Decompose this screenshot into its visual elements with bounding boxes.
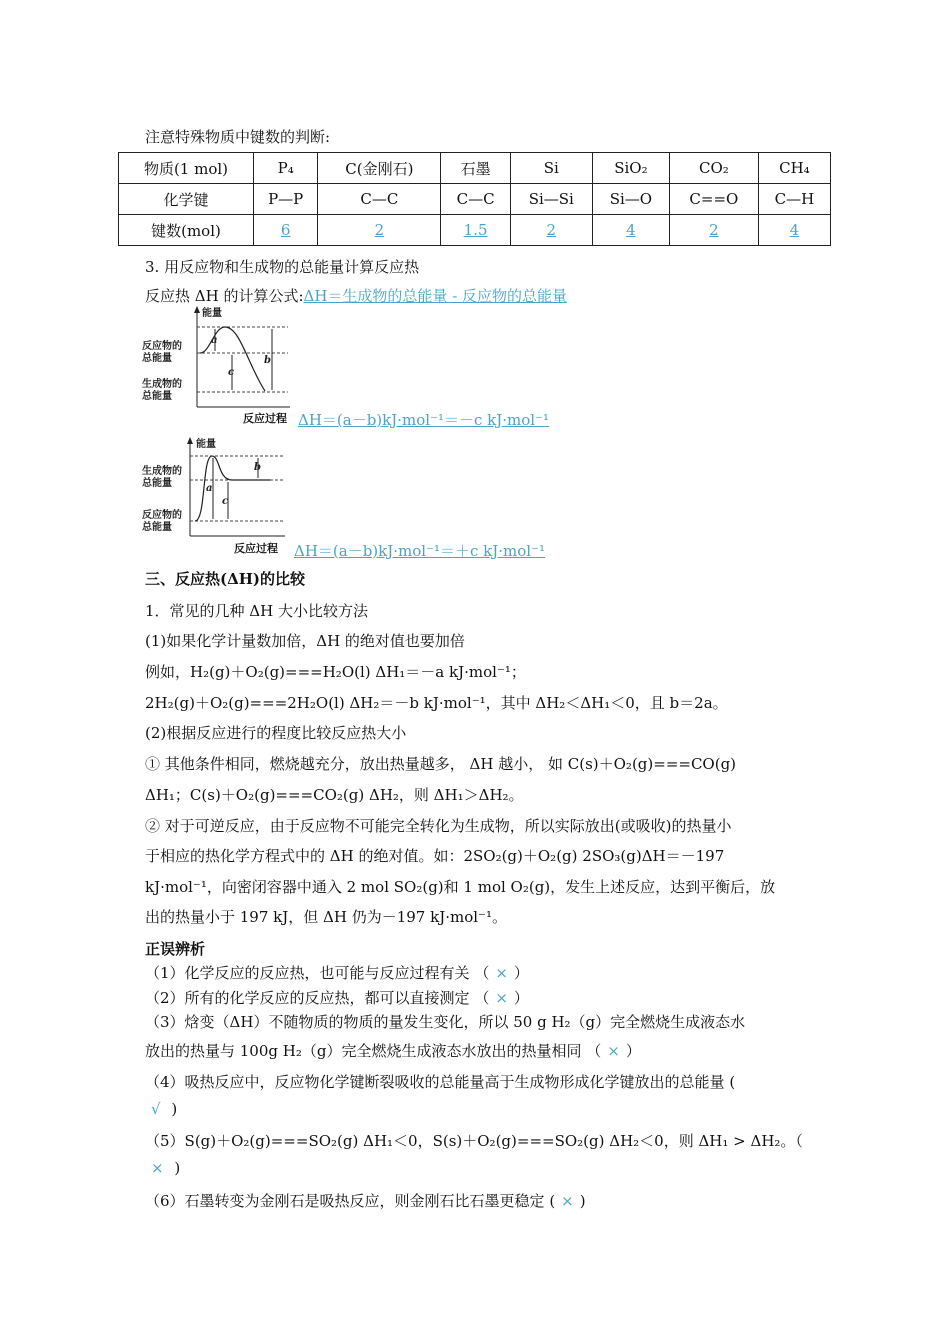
table-cell: 2 xyxy=(318,215,441,246)
diagram2-b: b xyxy=(254,462,261,473)
diagram2-lower-label-2: 总能量 xyxy=(142,522,172,533)
judge-item xyxy=(145,962,529,983)
table-cell: Si xyxy=(510,153,592,184)
body-line: 2H₂(g)＋O₂(g)===2H₂O(l) ΔH₂＝－b kJ·mol⁻¹，其中 ΔH₂＜ΔH₁＜0，且 b＝2a。 xyxy=(145,694,728,712)
table-cell: 4 xyxy=(758,215,830,246)
diagram1-lower-label-2: 总能量 xyxy=(142,391,172,402)
judge-mark: √ xyxy=(151,1100,161,1118)
judge-text: （6）石墨转变为金刚石是吸热反应，则金刚石比石墨更稳定 ( xyxy=(145,1192,556,1210)
table-cell: CO₂ xyxy=(669,153,758,184)
table-row xyxy=(119,153,831,184)
judge-text: （5）S(g)＋O₂(g)===SO₂(g) ΔH₁＜0，S(s)＋O₂(g)===SO₂(g) ΔH₂＜0，则 ΔH₁ > ΔH₂。（ xyxy=(145,1132,803,1150)
table-cell: SiO₂ xyxy=(592,153,669,184)
formula-answer: ΔH＝生成物的总能量 - 反应物的总能量 xyxy=(303,287,568,305)
table-cell: CH₄ xyxy=(758,153,830,184)
judge-end: ) xyxy=(169,1159,181,1177)
judge-mark: × xyxy=(607,1042,620,1060)
judge-item xyxy=(145,1100,177,1118)
body-line: ① 其他条件相同，燃烧越充分，放出热量越多， ΔH 越小， 如 C(s)＋O₂(g)===CO(g) xyxy=(145,755,737,773)
judge-end: ） xyxy=(513,989,529,1007)
diagram2-upper-label-1: 生成物的 xyxy=(142,466,182,477)
judge-mark: × xyxy=(151,1159,164,1177)
body-line: (2)根据反应进行的程度比较反应热大小 xyxy=(145,724,407,742)
diagram1-answer: ΔH＝(a－b)kJ·mol⁻¹＝－c kJ·mol⁻¹ xyxy=(298,411,550,429)
body-line: 1．常见的几种 ΔH 大小比较方法 xyxy=(145,602,368,620)
table-cell: P₄ xyxy=(254,153,318,184)
body-line: ΔH₁；C(s)＋O₂(g)===CO₂(g) ΔH₂，则 ΔH₁＞ΔH₂。 xyxy=(145,786,524,804)
body-line: 于相应的热化学方程式中的 ΔH 的绝对值。如：2SO₂(g)＋O₂(g) 2SO₃(g)ΔH＝－197 xyxy=(145,847,725,865)
judge-mark xyxy=(745,1013,757,1031)
table-cell: C==O xyxy=(669,184,758,215)
table-cell: C(金刚石) xyxy=(318,153,441,184)
judge-item xyxy=(145,987,529,1008)
table-cell: 1.5 xyxy=(441,215,510,246)
diagram1-c: c xyxy=(228,367,235,378)
section-3-title: 3. 用反应物和生成物的总能量计算反应热 xyxy=(145,258,420,276)
table-cell: 化学键 xyxy=(119,184,254,215)
table-row xyxy=(119,215,831,246)
diagram2-a: a xyxy=(206,483,213,494)
table-cell: 键数(mol) xyxy=(119,215,254,246)
judge-mark xyxy=(735,1073,747,1091)
judge-text: 放出的热量与 100g H₂（g）完全燃烧生成液态水放出的热量相同 （ xyxy=(145,1042,602,1060)
body-line: (1)如果化学计量数加倍，ΔH 的绝对值也要加倍 xyxy=(145,632,465,650)
diagram1-x-label: 反应过程 xyxy=(243,412,287,425)
judge-text: （4）吸热反应中，反应物化学键断裂吸收的总能量高于生成物形成化学键放出的总能量 ( xyxy=(145,1073,736,1091)
body-line: kJ·mol⁻¹，向密闭容器中通入 2 mol SO₂(g)和 1 mol O₂(g)，发生上述反应，达到平衡后，放 xyxy=(145,878,776,896)
endothermic-energy-diagram xyxy=(140,436,300,546)
table-cell: C—C xyxy=(318,184,441,215)
judge-item xyxy=(145,1071,747,1092)
table-cell: Si—O xyxy=(592,184,669,215)
judge-item xyxy=(145,1011,757,1032)
judge-end: ） xyxy=(625,1042,641,1060)
judge-mark: × xyxy=(561,1192,574,1210)
formula-line xyxy=(145,285,567,306)
table-cell: C—H xyxy=(758,184,830,215)
table-cell: 4 xyxy=(592,215,669,246)
table-cell: 2 xyxy=(510,215,592,246)
formula-label: 反应热 ΔH 的计算公式: xyxy=(145,287,304,305)
judge-end: ) xyxy=(579,1192,586,1210)
diagram2-upper-label-2: 总能量 xyxy=(142,478,172,489)
table-cell: 6 xyxy=(254,215,318,246)
bond-count-table xyxy=(118,152,831,246)
body-line: 出的热量小于 197 kJ，但 ΔH 仍为－197 kJ·mol⁻¹。 xyxy=(145,908,507,926)
diagram2-y-label: 能量 xyxy=(196,439,216,450)
judge-text: （3）焓变（ΔH）不随物质的物质的量发生变化，所以 50 g H₂（g）完全燃烧生成液态水 xyxy=(145,1013,746,1031)
judge-text: （1）化学反应的反应热，也可能与反应过程有关 （ xyxy=(145,964,490,982)
body-line: 例如，H₂(g)＋O₂(g)===H₂O(l) ΔH₁＝－a kJ·mol⁻¹； xyxy=(145,663,526,681)
section-title: 三、反应热(ΔH)的比较 xyxy=(145,570,306,588)
diagram1-upper-label-1: 反应物的 xyxy=(142,341,182,352)
judge-title: 正误辨析 xyxy=(145,940,206,958)
judge-end: ) xyxy=(166,1100,178,1118)
table-cell: C—C xyxy=(441,184,510,215)
diagram2-c: c xyxy=(222,496,229,507)
judge-item xyxy=(145,1190,586,1211)
judge-item xyxy=(145,1159,180,1177)
judge-item xyxy=(145,1130,815,1151)
table-cell: 2 xyxy=(669,215,758,246)
diagram2-lower-label-1: 反应物的 xyxy=(142,510,182,521)
diagram1-a: a xyxy=(211,335,218,346)
judge-item xyxy=(145,1040,641,1061)
judge-mark xyxy=(803,1132,815,1150)
table-row xyxy=(119,184,831,215)
table-cell: Si—Si xyxy=(510,184,592,215)
exothermic-energy-diagram xyxy=(140,305,300,425)
table-cell: 石墨 xyxy=(441,153,510,184)
diagram2-answer: ΔH＝(a－b)kJ·mol⁻¹＝＋c kJ·mol⁻¹ xyxy=(294,542,546,560)
body-line: ② 对于可逆反应，由于反应物不可能完全转化为生成物，所以实际放出(或吸收)的热量小 xyxy=(145,817,732,835)
diagram1-b: b xyxy=(264,355,271,366)
table-cell: P—P xyxy=(254,184,318,215)
table-cell: 物质(1 mol) xyxy=(119,153,254,184)
judge-mark: × xyxy=(495,989,508,1007)
judge-mark: × xyxy=(495,964,508,982)
diagram1-y-label: 能量 xyxy=(202,308,222,319)
diagram1-upper-label-2: 总能量 xyxy=(142,353,172,364)
judge-end: ） xyxy=(513,964,529,982)
diagram1-lower-label-1: 生成物的 xyxy=(142,379,182,390)
judge-text: （2）所有的化学反应的反应热，都可以直接测定 （ xyxy=(145,989,490,1007)
diagram2-x-label: 反应过程 xyxy=(234,542,278,555)
intro-text: 注意特殊物质中键数的判断: xyxy=(145,128,331,146)
